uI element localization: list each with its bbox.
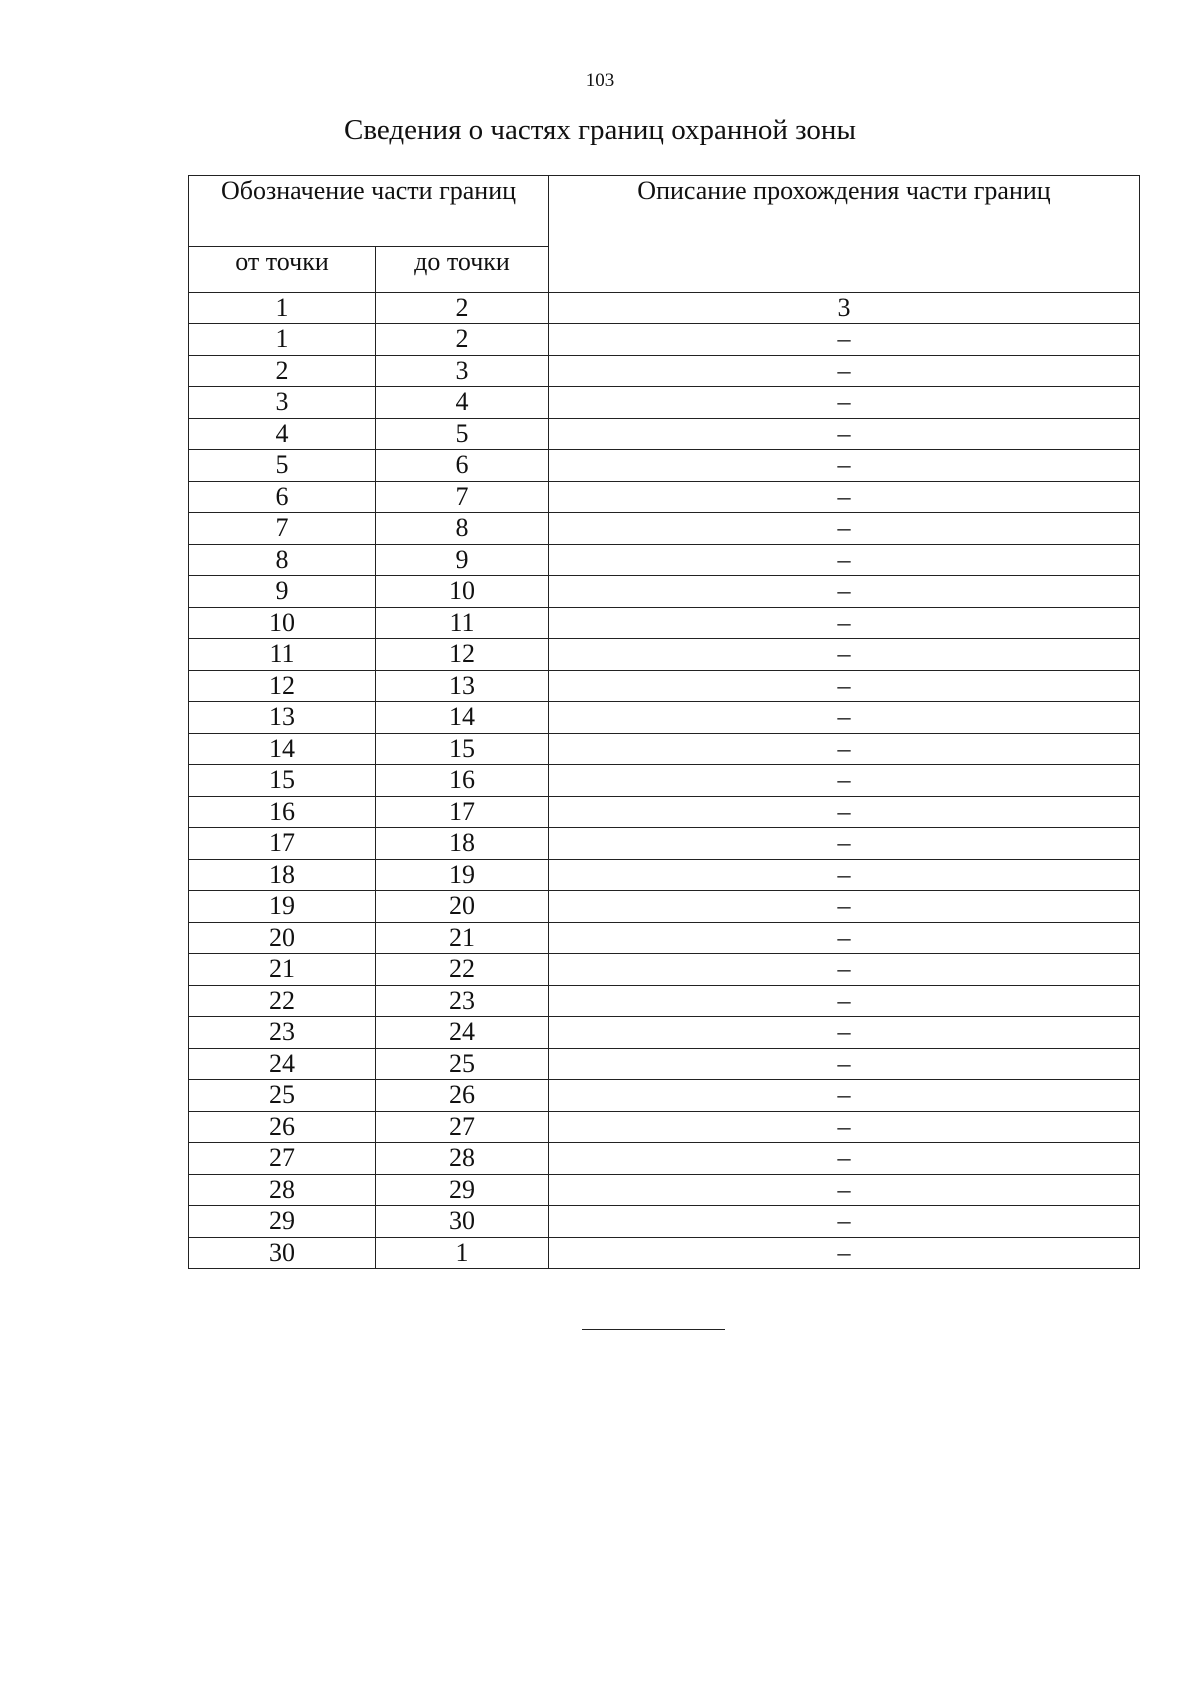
table-row xyxy=(189,1111,1140,1143)
table-row xyxy=(189,954,1140,986)
cell-to-point: 6 xyxy=(376,450,549,482)
cell-to-point: 20 xyxy=(376,891,549,923)
end-of-page-rule xyxy=(582,1329,725,1330)
cell-to-point: 2 xyxy=(376,324,549,356)
page-number: 103 xyxy=(585,70,615,91)
cell-description: – xyxy=(549,1237,1140,1269)
table-row xyxy=(189,922,1140,954)
cell-to-point: 10 xyxy=(376,576,549,608)
cell-from-point: 19 xyxy=(189,891,376,923)
table-row xyxy=(189,1080,1140,1112)
table-row xyxy=(189,576,1140,608)
cell-to-point: 28 xyxy=(376,1143,549,1175)
header-from-point: от точки xyxy=(189,247,376,293)
cell-to-point: 25 xyxy=(376,1048,549,1080)
table-row xyxy=(189,670,1140,702)
table-row xyxy=(189,1017,1140,1049)
cell-to-point: 13 xyxy=(376,670,549,702)
cell-to-point: 3 xyxy=(376,355,549,387)
cell-description: – xyxy=(549,733,1140,765)
table-body xyxy=(189,293,1140,1269)
cell-description: – xyxy=(549,513,1140,545)
column-number: 1 xyxy=(189,293,376,324)
cell-to-point: 30 xyxy=(376,1206,549,1238)
cell-from-point: 12 xyxy=(189,670,376,702)
table-row xyxy=(189,481,1140,513)
cell-from-point: 8 xyxy=(189,544,376,576)
cell-description: – xyxy=(549,1143,1140,1175)
cell-to-point: 8 xyxy=(376,513,549,545)
cell-description: – xyxy=(549,954,1140,986)
cell-description: – xyxy=(549,639,1140,671)
cell-from-point: 18 xyxy=(189,859,376,891)
cell-description: – xyxy=(549,702,1140,734)
cell-from-point: 26 xyxy=(189,1111,376,1143)
header-to-point: до точки xyxy=(376,247,549,293)
table-row xyxy=(189,702,1140,734)
table-row xyxy=(189,891,1140,923)
table-row xyxy=(189,733,1140,765)
cell-from-point: 4 xyxy=(189,418,376,450)
table-row xyxy=(189,1048,1140,1080)
header-boundary-designation: Обозначение части границ xyxy=(189,176,549,247)
cell-from-point: 30 xyxy=(189,1237,376,1269)
table-row xyxy=(189,513,1140,545)
cell-from-point: 28 xyxy=(189,1174,376,1206)
cell-to-point: 22 xyxy=(376,954,549,986)
table-row xyxy=(189,355,1140,387)
table-row xyxy=(189,324,1140,356)
cell-from-point: 13 xyxy=(189,702,376,734)
column-number-row xyxy=(189,293,1140,324)
cell-description: – xyxy=(549,1206,1140,1238)
table-row xyxy=(189,1174,1140,1206)
cell-from-point: 14 xyxy=(189,733,376,765)
table-row xyxy=(189,607,1140,639)
cell-from-point: 27 xyxy=(189,1143,376,1175)
cell-to-point: 1 xyxy=(376,1237,549,1269)
cell-description: – xyxy=(549,607,1140,639)
cell-description: – xyxy=(549,796,1140,828)
cell-to-point: 15 xyxy=(376,733,549,765)
table-row xyxy=(189,544,1140,576)
table-row xyxy=(189,387,1140,419)
cell-description: – xyxy=(549,576,1140,608)
cell-to-point: 4 xyxy=(376,387,549,419)
cell-to-point: 16 xyxy=(376,765,549,797)
cell-description: – xyxy=(549,765,1140,797)
cell-description: – xyxy=(549,355,1140,387)
cell-description: – xyxy=(549,1017,1140,1049)
cell-from-point: 17 xyxy=(189,828,376,860)
cell-from-point: 25 xyxy=(189,1080,376,1112)
cell-from-point: 7 xyxy=(189,513,376,545)
cell-to-point: 23 xyxy=(376,985,549,1017)
cell-from-point: 5 xyxy=(189,450,376,482)
cell-description: – xyxy=(549,387,1140,419)
cell-from-point: 22 xyxy=(189,985,376,1017)
cell-description: – xyxy=(549,1111,1140,1143)
cell-to-point: 29 xyxy=(376,1174,549,1206)
cell-to-point: 27 xyxy=(376,1111,549,1143)
cell-from-point: 15 xyxy=(189,765,376,797)
table-row xyxy=(189,450,1140,482)
column-number: 3 xyxy=(549,293,1140,324)
table-row xyxy=(189,1206,1140,1238)
cell-from-point: 21 xyxy=(189,954,376,986)
table-row xyxy=(189,828,1140,860)
cell-description: – xyxy=(549,450,1140,482)
table-row xyxy=(189,418,1140,450)
table-row xyxy=(189,796,1140,828)
cell-to-point: 12 xyxy=(376,639,549,671)
cell-to-point: 18 xyxy=(376,828,549,860)
cell-description: – xyxy=(549,828,1140,860)
cell-from-point: 9 xyxy=(189,576,376,608)
cell-description: – xyxy=(549,670,1140,702)
cell-to-point: 24 xyxy=(376,1017,549,1049)
cell-description: – xyxy=(549,1174,1140,1206)
cell-to-point: 17 xyxy=(376,796,549,828)
table-row xyxy=(189,639,1140,671)
cell-description: – xyxy=(549,859,1140,891)
cell-description: – xyxy=(549,1048,1140,1080)
cell-to-point: 9 xyxy=(376,544,549,576)
column-number: 2 xyxy=(376,293,549,324)
table-row xyxy=(189,859,1140,891)
table-row xyxy=(189,765,1140,797)
cell-to-point: 21 xyxy=(376,922,549,954)
cell-from-point: 29 xyxy=(189,1206,376,1238)
cell-from-point: 2 xyxy=(189,355,376,387)
cell-to-point: 11 xyxy=(376,607,549,639)
boundary-parts-table xyxy=(188,175,1140,1269)
cell-from-point: 20 xyxy=(189,922,376,954)
cell-to-point: 26 xyxy=(376,1080,549,1112)
cell-description: – xyxy=(549,418,1140,450)
table-row xyxy=(189,985,1140,1017)
cell-to-point: 14 xyxy=(376,702,549,734)
cell-to-point: 7 xyxy=(376,481,549,513)
cell-from-point: 23 xyxy=(189,1017,376,1049)
cell-from-point: 11 xyxy=(189,639,376,671)
cell-description: – xyxy=(549,922,1140,954)
cell-to-point: 5 xyxy=(376,418,549,450)
cell-description: – xyxy=(549,324,1140,356)
table-row xyxy=(189,1237,1140,1269)
cell-from-point: 1 xyxy=(189,324,376,356)
cell-description: – xyxy=(549,481,1140,513)
table-row xyxy=(189,1143,1140,1175)
cell-description: – xyxy=(549,1080,1140,1112)
cell-description: – xyxy=(549,891,1140,923)
cell-from-point: 3 xyxy=(189,387,376,419)
cell-from-point: 24 xyxy=(189,1048,376,1080)
cell-description: – xyxy=(549,544,1140,576)
header-boundary-description: Описание прохождения части границ xyxy=(549,176,1140,293)
cell-from-point: 6 xyxy=(189,481,376,513)
cell-description: – xyxy=(549,985,1140,1017)
document-title: Сведения о частях границ охранной зоны xyxy=(344,114,856,146)
cell-to-point: 19 xyxy=(376,859,549,891)
cell-from-point: 10 xyxy=(189,607,376,639)
table-header-row xyxy=(189,176,1140,247)
cell-from-point: 16 xyxy=(189,796,376,828)
